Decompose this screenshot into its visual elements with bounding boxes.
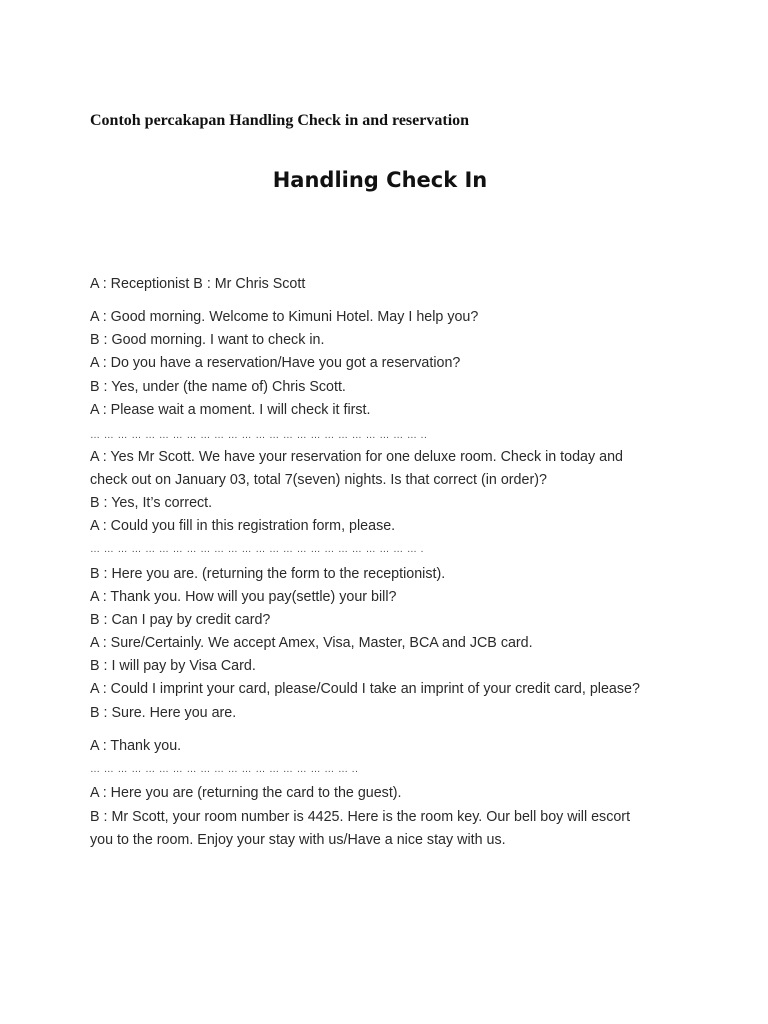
dotted-separator: … … … … … … … … … … … … … … … … … … … … … … … … .. (90, 430, 428, 441)
dialogue-line: A : Receptionist B : Mr Chris Scott (90, 276, 306, 292)
dialogue-line: B : Yes, It’s correct. (90, 495, 213, 511)
dialogue-line: A : Here you are (returning the card to the guest). (90, 785, 402, 801)
dialogue-line: A : Please wait a moment. I will check it first. (90, 402, 371, 418)
dialogue-line: B : I will pay by Visa Card. (90, 658, 256, 674)
dialogue-line: A : Do you have a reservation/Have you got a reservation? (90, 355, 461, 371)
dotted-separator: … … … … … … … … … … … … … … … … … … … … … … … … . (90, 544, 424, 555)
dialogue-line: A : Thank you. How will you pay(settle) your bill? (90, 589, 397, 605)
dialogue-line: B : Sure. Here you are. (90, 705, 237, 721)
dialogue-line: A : Could I imprint your card, please/Could I take an imprint of your credit card, please? (90, 681, 640, 697)
dialogue-line: A : Thank you. (90, 738, 182, 754)
dialogue-line: A : Good morning. Welcome to Kimuni Hotel. May I help you? (90, 309, 479, 325)
dialogue-line: B : Can I pay by credit card? (90, 612, 271, 628)
page-title: Handling Check In (272, 168, 488, 192)
dialogue-line: A : Sure/Certainly. We accept Amex, Visa, Master, BCA and JCB card. (90, 635, 533, 651)
dialogue-line: check out on January 03, total 7(seven) nights. Is that correct (in order)? (90, 472, 547, 488)
dialogue-line: B : Yes, under (the name of) Chris Scott. (90, 379, 346, 395)
dialogue-line: A : Could you fill in this registration form, please. (90, 518, 396, 534)
dialogue-line: A : Yes Mr Scott. We have your reservation for one deluxe room. Check in today and (90, 449, 623, 465)
document-subtitle: Contoh percakapan Handling Check in and reservation (90, 112, 470, 129)
dotted-separator: … … … … … … … … … … … … … … … … … … … .. (90, 764, 359, 775)
dialogue-line: B : Good morning. I want to check in. (90, 332, 325, 348)
dialogue-line: B : Mr Scott, your room number is 4425. Here is the room key. Our bell boy will escort (90, 809, 631, 825)
dialogue-line: you to the room. Enjoy your stay with us/Have a nice stay with us. (90, 832, 506, 848)
dialogue-line: B : Here you are. (returning the form to the receptionist). (90, 566, 446, 582)
